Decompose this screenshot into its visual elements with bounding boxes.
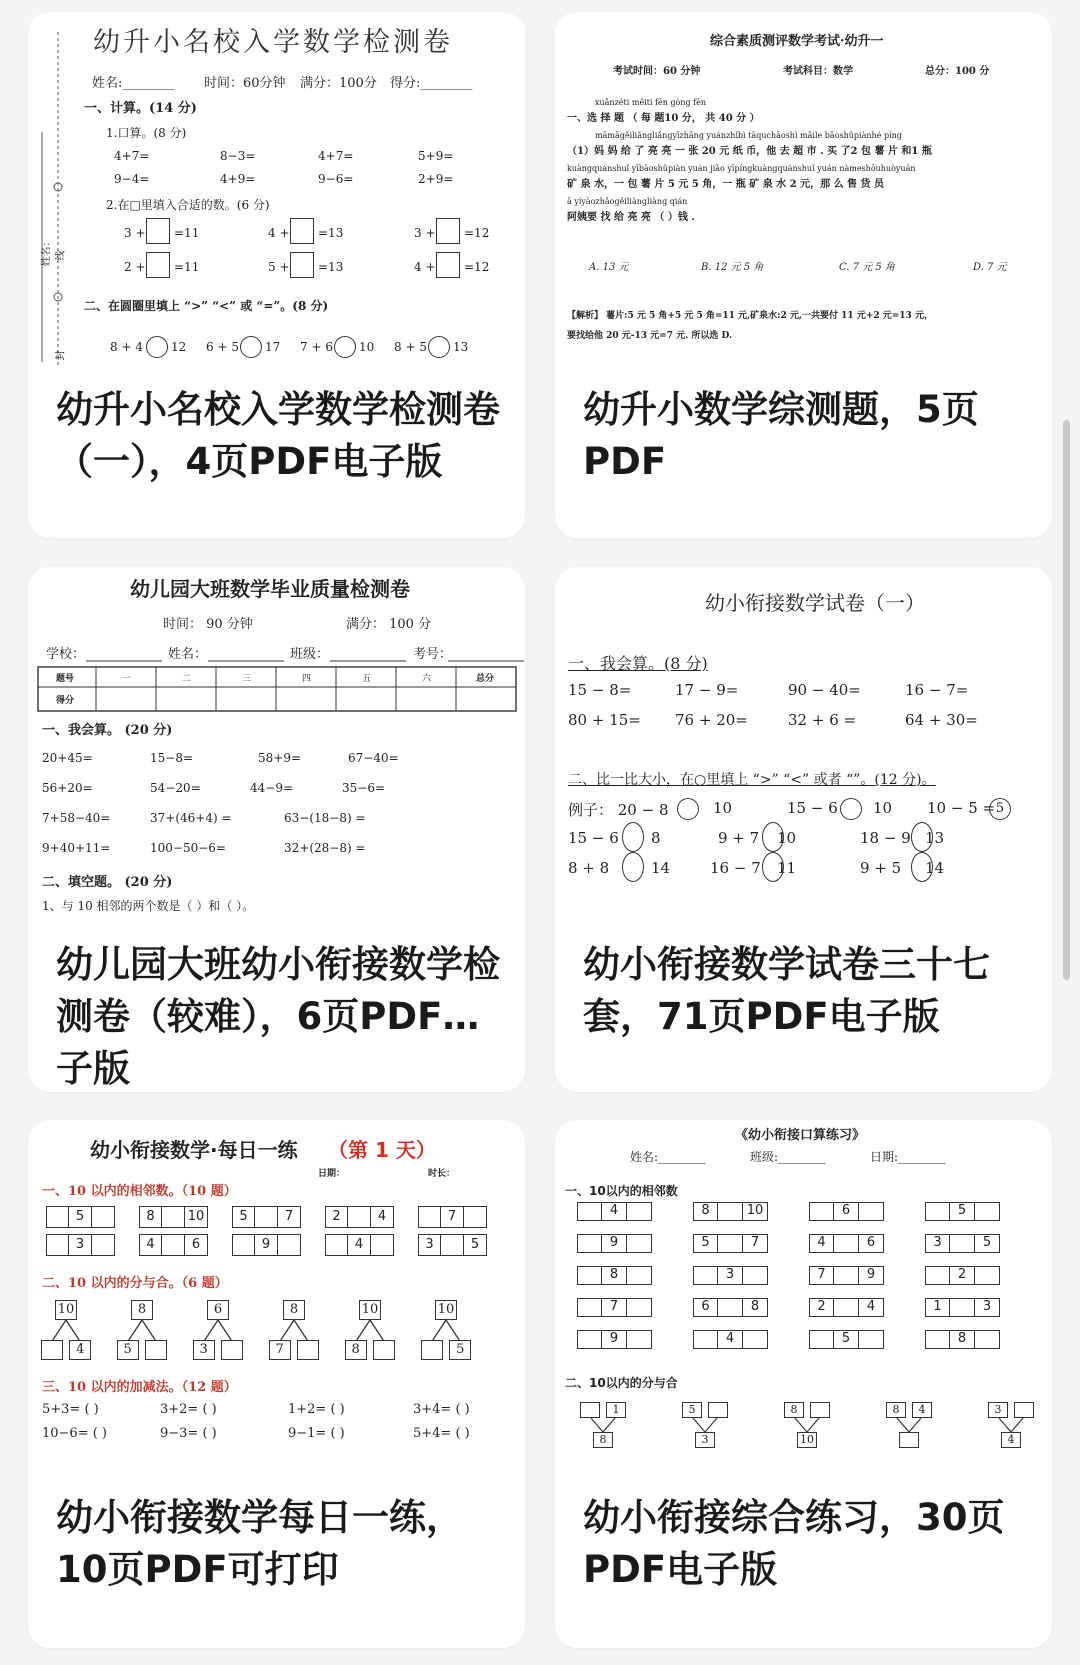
bond-part-box: 5	[117, 1340, 139, 1360]
bond-part-box	[810, 1402, 830, 1418]
sheet-title: 幼儿园大班数学毕业质量检测卷	[130, 577, 410, 601]
bond-part-box	[708, 1402, 728, 1418]
card-3-caption[interactable]: 幼儿园大班幼小衔接数学检测卷（较难），6页PDF电子版	[56, 943, 500, 1090]
problem: 44−9=	[250, 781, 294, 795]
compare-circle	[840, 798, 862, 820]
compare-left: 9 + 7	[718, 829, 760, 847]
sheet-title: 幼升小名校入学数学检测卷	[93, 27, 453, 58]
sheet-title: 《幼小衔接口算练习》	[735, 1128, 866, 1143]
example-right: 10	[713, 799, 733, 817]
problem: 35−6=	[342, 781, 386, 795]
exam-total: 总分：100 分	[925, 66, 990, 77]
compare-left: 9 + 5	[860, 859, 902, 877]
sheet-title: 幼小衔接数学·每日一练	[90, 1138, 298, 1162]
bond-part-box: 4	[912, 1402, 932, 1418]
problem: 7+58−40=	[42, 811, 111, 825]
problem: 100−50−6=	[150, 841, 226, 855]
card-2-caption[interactable]: 幼升小数学综测题，5页PDF	[583, 388, 979, 483]
number-box: 4	[139, 1234, 162, 1256]
compare-left: 8 + 5	[394, 340, 427, 354]
problem: 58+9=	[258, 751, 302, 765]
section-1-heading: 一、10 以内的相邻数。（10 题）	[42, 1184, 237, 1199]
time-label: 时间：60分钟	[204, 76, 286, 91]
explanation-line: 【解析】 薯片:5 元 5 角+5 元 5 角=11 元,矿泉水:2 元,一共要付 11 元+2 元=13 元，	[567, 311, 933, 321]
fill-left: 4 +	[268, 226, 290, 240]
compare-right: 12	[171, 340, 187, 354]
subsection-2: 2.在□里填入合适的数。(6 分)	[106, 198, 270, 212]
bond-part-box	[580, 1402, 600, 1418]
number-box: 9	[602, 1330, 627, 1349]
bond-top-box: 10	[359, 1300, 381, 1320]
date-field: 日期：	[318, 1169, 346, 1179]
number-box: 6	[693, 1298, 718, 1317]
fill-blank-question: 1、与 10 相邻的两个数是（ ）和（ ）。	[42, 899, 255, 913]
problem: 17 − 9=	[675, 681, 739, 699]
compare-left: 18 − 9	[860, 829, 911, 847]
fill-left: 3 +	[124, 226, 146, 240]
name-field: 姓名：	[168, 647, 208, 662]
problem: 15 − 8=	[568, 681, 632, 699]
compare-circle	[677, 798, 699, 820]
problem: 4+7=	[114, 149, 150, 163]
number-box: 3	[69, 1234, 92, 1256]
sheet-title: 幼小衔接数学试卷（一）	[705, 591, 925, 615]
number-box: 3	[975, 1298, 1000, 1317]
number-box: 7	[743, 1234, 768, 1253]
card-2-thumbnail[interactable]	[555, 12, 1052, 374]
number-box: 7	[278, 1206, 301, 1228]
table-header: 三	[242, 674, 252, 684]
section-2-heading: 二、10以内的分与合	[565, 1376, 678, 1390]
number-box: 4	[348, 1234, 371, 1256]
problem: 90 − 40=	[788, 681, 861, 699]
number-box: 7	[441, 1206, 464, 1228]
fill-left: 4 +	[414, 260, 436, 274]
exam-number-field: 考号：	[413, 647, 453, 662]
full-score-label: 满分： 100 分	[346, 617, 432, 632]
compare-left: 10 − 5 =	[927, 799, 996, 817]
section-2-heading: 二、10 以内的分与合。（6 题）	[42, 1276, 228, 1291]
table-header: 题号	[56, 674, 75, 684]
question-text: （1）妈 妈 给 了 亮 亮 一 张 20 元 纸 币，他 去 超 市 . 买 了2 包 薯 片 和1 瓶	[567, 146, 932, 157]
number-box: 5	[464, 1234, 487, 1256]
section-1-heading: 一、10以内的相邻数	[565, 1184, 678, 1198]
compare-right: 10	[777, 829, 797, 847]
option-b: B. 12 元 5 角	[701, 262, 764, 273]
number-box: 2	[325, 1206, 348, 1228]
exam-subject: 考试科目：数学	[783, 66, 853, 77]
section-2-heading: 二、填空题。 (20 分)	[42, 875, 173, 890]
problem: 9+40+11=	[42, 841, 111, 855]
compare-right: 10	[359, 340, 375, 354]
card-1-thumbnail[interactable]	[28, 12, 525, 374]
problem: 15−8=	[150, 751, 194, 765]
score-field: 得分:________	[390, 76, 473, 91]
problem: 4+7=	[318, 149, 354, 163]
problem: 56+20=	[42, 781, 93, 795]
problem: 10−6= ( )	[42, 1426, 108, 1441]
section-2-heading: 二、在圆圈里填上 “>” “<” 或 “=”。(8 分)	[84, 299, 329, 313]
number-box: 6	[834, 1202, 859, 1221]
bond-top-box: 6	[207, 1300, 229, 1320]
fill-left: 3 +	[414, 226, 436, 240]
resource-card-3[interactable]	[28, 567, 525, 1092]
problem: 54−20=	[150, 781, 201, 795]
card-5-thumbnail[interactable]	[28, 1120, 525, 1482]
fill-right: =11	[174, 260, 200, 274]
number-box: 5	[232, 1206, 255, 1228]
problem: 4+9=	[220, 172, 256, 186]
fill-right: =13	[318, 226, 344, 240]
school-field: 学校：	[46, 647, 86, 662]
pinyin-line: xuǎnzéti měiti fēn gòng fēn	[595, 98, 707, 107]
exam-time: 考试时间：60 分钟	[613, 66, 701, 77]
option-c: C. 7 元 5 角	[839, 262, 895, 273]
number-box: 9	[602, 1234, 627, 1253]
bond-top-box: 8	[283, 1300, 305, 1320]
option-a: A. 13 元	[589, 262, 629, 273]
number-box: 9	[255, 1234, 278, 1256]
resource-card-1[interactable]	[28, 12, 525, 538]
bond-bottom-box	[899, 1432, 919, 1448]
card-4-thumbnail[interactable]	[555, 567, 1052, 929]
problem: 80 + 15=	[568, 711, 641, 729]
pinyin-line: ā yíyàozhǎogěiliàngliàng qián	[567, 197, 688, 206]
number-box: 4	[718, 1330, 743, 1349]
problem: 5+9=	[418, 149, 454, 163]
bond-part-box: 5	[682, 1402, 702, 1418]
problem: 64 + 30=	[905, 711, 978, 729]
bond-part-box	[421, 1340, 443, 1360]
resource-card-2[interactable]	[555, 12, 1052, 538]
problem: 20+45=	[42, 751, 93, 765]
question-text: 阿姨要 找 给 亮 亮 （ ）钱 .	[567, 212, 695, 223]
number-box: 8	[693, 1202, 718, 1221]
number-box: 7	[602, 1298, 627, 1317]
class-field: 班级：	[290, 647, 330, 662]
example-left: 例子： 20 − 8	[568, 801, 669, 819]
fill-left: 5 +	[268, 260, 290, 274]
number-box: 4	[371, 1206, 394, 1228]
compare-right: 8	[651, 829, 661, 847]
card-3-thumbnail[interactable]	[28, 567, 525, 929]
number-box: 2	[950, 1266, 975, 1285]
pinyin-line: māmāgěiliǎngliǎngyīzhāng yuánzhǐbì tāquchāoshì mǎile bāoshǔpiànhé píng	[595, 131, 902, 140]
problem: 3+2= ( )	[160, 1402, 217, 1417]
table-header: 二	[182, 674, 192, 684]
compare-left: 8 + 8	[568, 859, 610, 877]
compare-right: 14	[925, 859, 945, 877]
resource-card-4[interactable]	[555, 567, 1052, 1092]
compare-circle	[622, 852, 644, 882]
compare-right: 11	[777, 859, 797, 877]
bond-bottom-box: 4	[1001, 1432, 1021, 1448]
bond-part-box: 8	[886, 1402, 906, 1418]
name-field: 姓名:________	[92, 76, 175, 91]
number-box: 4	[809, 1234, 834, 1253]
name-field: 姓名:________	[630, 1150, 707, 1164]
number-box: 5	[834, 1330, 859, 1349]
bond-part-box: 4	[69, 1340, 91, 1360]
side-line-label: 线	[55, 250, 67, 261]
bond-part-box: 8	[345, 1340, 367, 1360]
problem: 63−(18−8) =	[284, 811, 366, 825]
table-row-label: 得分	[56, 696, 75, 706]
bond-top-box: 8	[131, 1300, 153, 1320]
problem: 9−3= ( )	[160, 1426, 217, 1441]
card-4-caption[interactable]: 幼小衔接数学试卷三十七套，71页PDF电子版	[583, 943, 990, 1038]
fill-right: =12	[464, 260, 490, 274]
compare-circle: 5	[989, 798, 1011, 820]
resource-card-6[interactable]	[555, 1120, 1052, 1648]
number-box: 10	[185, 1206, 208, 1228]
compare-left: 6 + 5	[206, 340, 239, 354]
problem: 9−1= ( )	[288, 1426, 345, 1441]
pinyin-line: kuàngquánshuǐ yībāoshǔpiàn yuán jiǎo yīpíngkuàngquánshuǐ yuán nàmeshōuhuòyuán	[567, 164, 916, 173]
bond-part-box: 1	[606, 1402, 626, 1418]
fill-right: =13	[318, 260, 344, 274]
table-header: 六	[422, 674, 432, 684]
number-box: 4	[602, 1202, 627, 1221]
compare-left: 7 + 6	[300, 340, 333, 354]
number-box: 9	[859, 1266, 884, 1285]
fill-right: =12	[464, 226, 490, 240]
side-seal-label: 封	[55, 350, 67, 361]
time-label: 时间： 90 分钟	[163, 617, 253, 632]
bond-bottom-box: 3	[695, 1432, 715, 1448]
table-header: 四	[302, 674, 312, 684]
question-heading: 一、选 择 题 （ 每 题10 分， 共 40 分 ）	[567, 113, 760, 124]
problem: 2+9=	[418, 172, 454, 186]
bond-part-box	[1014, 1402, 1034, 1418]
compare-right: 13	[925, 829, 945, 847]
bond-bottom-box: 8	[593, 1432, 613, 1448]
number-box: 7	[809, 1266, 834, 1285]
resource-card-5[interactable]	[28, 1120, 525, 1648]
bond-part-box: 3	[988, 1402, 1008, 1418]
table-header: 一	[122, 674, 132, 684]
compare-left: 16 − 7	[710, 859, 761, 877]
problem: 9−6=	[318, 172, 354, 186]
side-name-label: 姓名：	[41, 236, 53, 267]
compare-left: 15 − 6	[787, 799, 838, 817]
compare-right: 14	[651, 859, 671, 877]
section-3-heading: 三、10 以内的加减法。（12 题）	[42, 1380, 237, 1395]
question-text: 矿 泉 水，一 包 薯 片 5 元 5 角，一 瓶 矿 泉 水 2 元，那 么 售 货 员	[567, 179, 885, 190]
number-box: 5	[950, 1202, 975, 1221]
section-2-heading: 二、比一比大小，在○里填上 “>” “<” 或者 “”。(12 分)。	[568, 772, 936, 788]
compare-circle	[622, 822, 644, 852]
number-box: 1	[925, 1298, 950, 1317]
problem: 1+2= ( )	[288, 1402, 345, 1417]
card-5-caption[interactable]: 幼小衔接数学每日一练，10页PDF可打印	[56, 1496, 463, 1591]
option-d: D. 7 元	[973, 262, 1007, 273]
number-box: 8	[743, 1298, 768, 1317]
problem: 9−4=	[114, 172, 150, 186]
number-box: 8	[602, 1266, 627, 1285]
section-1-heading: 一、我会算。(8 分)	[568, 654, 708, 673]
number-box: 6	[859, 1234, 884, 1253]
problem: 16 − 7=	[905, 681, 969, 699]
bond-top-box: 10	[55, 1300, 77, 1320]
number-box: 5	[693, 1234, 718, 1253]
bond-lines	[555, 1120, 1052, 1482]
number-box: 4	[859, 1298, 884, 1317]
compare-right: 13	[453, 340, 469, 354]
full-score-label: 满分：100分	[300, 76, 377, 91]
problem: 5+4= ( )	[413, 1426, 470, 1441]
compare-left: 15 − 6	[568, 829, 619, 847]
number-box: 6	[185, 1234, 208, 1256]
number-box: 5	[975, 1234, 1000, 1253]
problem: 67−40=	[348, 751, 399, 765]
bond-part-box: 7	[269, 1340, 291, 1360]
card-1-caption[interactable]: 幼升小名校入学数学检测卷（一），4页PDF电子版	[56, 388, 500, 483]
bond-part-box: 3	[193, 1340, 215, 1360]
bond-part-box: 5	[449, 1340, 471, 1360]
subsection-1: 1.口算。(8 分)	[106, 126, 187, 140]
explanation-line: 要找给他 20 元-13 元=7 元. 所以选 D.	[567, 331, 733, 341]
problem: 32 + 6 =	[788, 711, 857, 729]
problem: 37+(46+4) =	[150, 811, 232, 825]
compare-left: 8 + 4	[110, 340, 143, 354]
binding-line	[28, 12, 525, 374]
section-1-heading: 一、计算。(14 分)	[84, 101, 197, 116]
number-box: 3	[718, 1266, 743, 1285]
problem: 8−3=	[220, 149, 256, 163]
duration-field: 时长：	[428, 1169, 456, 1179]
number-box: 5	[69, 1206, 92, 1228]
number-box: 2	[809, 1298, 834, 1317]
number-box: 8	[139, 1206, 162, 1228]
card-6-thumbnail[interactable]	[555, 1120, 1052, 1482]
table-header: 总分	[476, 674, 495, 684]
day-label: （第 1 天）	[328, 1138, 436, 1162]
bond-top-box: 10	[435, 1300, 457, 1320]
number-box: 10	[743, 1202, 768, 1221]
bond-bottom-box: 10	[797, 1432, 817, 1448]
card-6-caption[interactable]: 幼小衔接综合练习，30页PDF电子版	[583, 1496, 1005, 1591]
number-box: 3	[925, 1234, 950, 1253]
date-field: 日期:________	[870, 1150, 947, 1164]
table-header: 五	[362, 674, 372, 684]
fill-right: =11	[174, 226, 200, 240]
section-1-heading: 一、我会算。 (20 分)	[42, 723, 173, 738]
fill-left: 2 +	[124, 260, 146, 274]
compare-right: 17	[265, 340, 281, 354]
problem: 32+(28−8) =	[284, 841, 366, 855]
scrollbar[interactable]	[1063, 420, 1070, 980]
problem: 5+3= ( )	[42, 1402, 99, 1417]
number-box: 8	[950, 1330, 975, 1349]
bond-part-box: 8	[784, 1402, 804, 1418]
class-field: 班级:________	[750, 1150, 827, 1164]
compare-right: 10	[873, 799, 893, 817]
number-box: 3	[418, 1234, 441, 1256]
sheet-title: 综合素质测评数学考试·幼升一	[710, 34, 884, 49]
problem: 76 + 20=	[675, 711, 748, 729]
problem: 3+4= ( )	[413, 1402, 470, 1417]
